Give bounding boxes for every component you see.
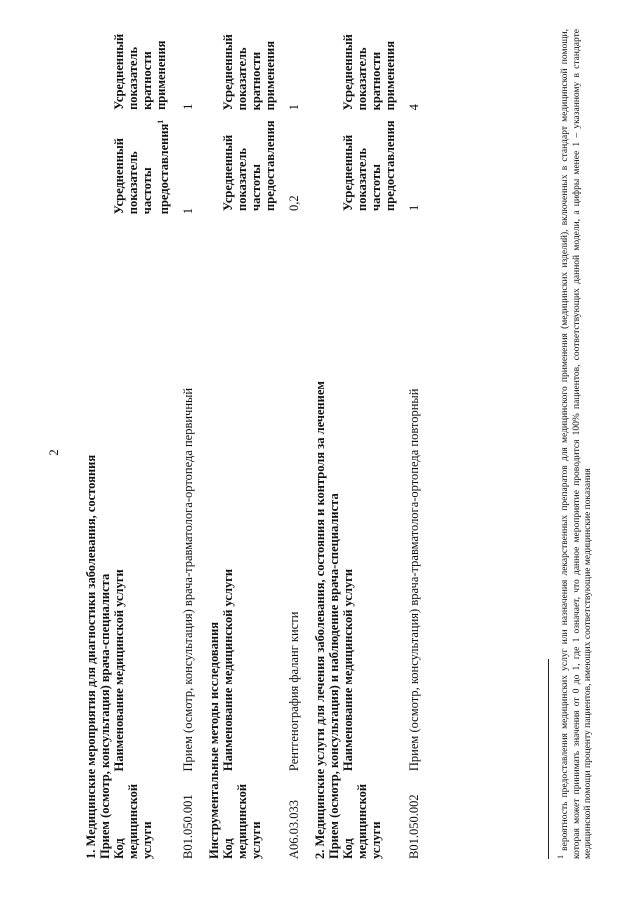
footnote-text: вероятность предоставления медицинских услуг или назначения лекарственных препаратов для медицинского применения (медицинских изделий), включенных в стандарт медицинской помощи, которая может принимать значения от 0 до 1, где 1 означает, что данное мероприятие проводится 100% пациентов, соответствующих данной модели, а цифры менее 1 – указанному в стандарте медицинской помощи проценту пациентов, имеющих соответствующие медицинские показания — [560, 29, 594, 859]
table-row — [277, 29, 301, 859]
page-number: 2 — [46, 449, 61, 456]
header-name: Наименование медицинской услуги — [341, 568, 356, 772]
subsection-title: Прием (осмотр, консультация) и наблюдение врача-специалиста — [327, 493, 342, 859]
footnote — [555, 29, 595, 859]
row-frequency: 1 — [407, 204, 422, 211]
section-title: 2. Медицинские услуги для лечения заболевания, состояния и контроля за лечением — [313, 381, 328, 859]
row-name: Прием (осмотр, консультация) врача-травматолога-ортопеда повторный — [407, 388, 422, 772]
header-code: Код медицинской услуги — [221, 783, 264, 859]
header-multiplicity: Усредненный показатель кратности применения — [221, 34, 278, 111]
services-table — [341, 29, 421, 859]
header-multiplicity: Усредненный показатель кратности применения — [112, 33, 168, 110]
row-multiplicity: 4 — [407, 104, 422, 111]
table-header-row — [112, 29, 171, 859]
footnote-ref: 1 — [156, 119, 165, 124]
header-frequency: Усредненный показатель частоты предоставления — [221, 120, 278, 211]
header-code: Код медицинской услуги — [341, 783, 384, 859]
row-code: A06.03.033 — [287, 799, 302, 859]
table-row — [171, 29, 195, 859]
services-table — [221, 29, 301, 859]
row-frequency: 1 — [181, 207, 196, 215]
header-frequency — [112, 114, 171, 218]
subsection-title: Инструментальные методы исследования — [207, 621, 222, 859]
row-code: B01.050.001 — [181, 794, 196, 859]
row-multiplicity: 1 — [181, 103, 196, 110]
header-multiplicity: Усредненный показатель кратности применения — [341, 34, 398, 111]
subsection-title: Прием (осмотр, консультация) врача-специалиста — [98, 573, 112, 859]
row-frequency: 0,2 — [287, 195, 302, 211]
section-title: 1. Медицинские мероприятия для диагностики заболевания, состояния — [84, 454, 98, 859]
header-name: Наименование медицинской услуги — [112, 569, 126, 772]
row-name: Рентгенография фаланг кисти — [287, 611, 302, 772]
row-multiplicity: 1 — [287, 104, 302, 111]
services-table — [112, 29, 195, 859]
table-header-row — [221, 29, 277, 859]
table-row — [397, 29, 421, 859]
document-content — [84, 29, 433, 859]
row-code: B01.050.002 — [407, 794, 422, 859]
header-code: Код медицинской услуги — [112, 783, 154, 859]
header-name: Наименование медицинской услуги — [221, 568, 236, 772]
header-frequency-label: Усредненный показатель частоты предоставления — [112, 123, 172, 215]
header-frequency: Усредненный показатель частоты предоставления — [341, 120, 398, 211]
footnote-marker: 1 — [556, 855, 565, 859]
footnote-divider — [548, 659, 549, 859]
row-name: Прием (осмотр, консультация) врача-травматолога-ортопеда первичный — [181, 387, 196, 772]
table-header-row — [341, 29, 397, 859]
